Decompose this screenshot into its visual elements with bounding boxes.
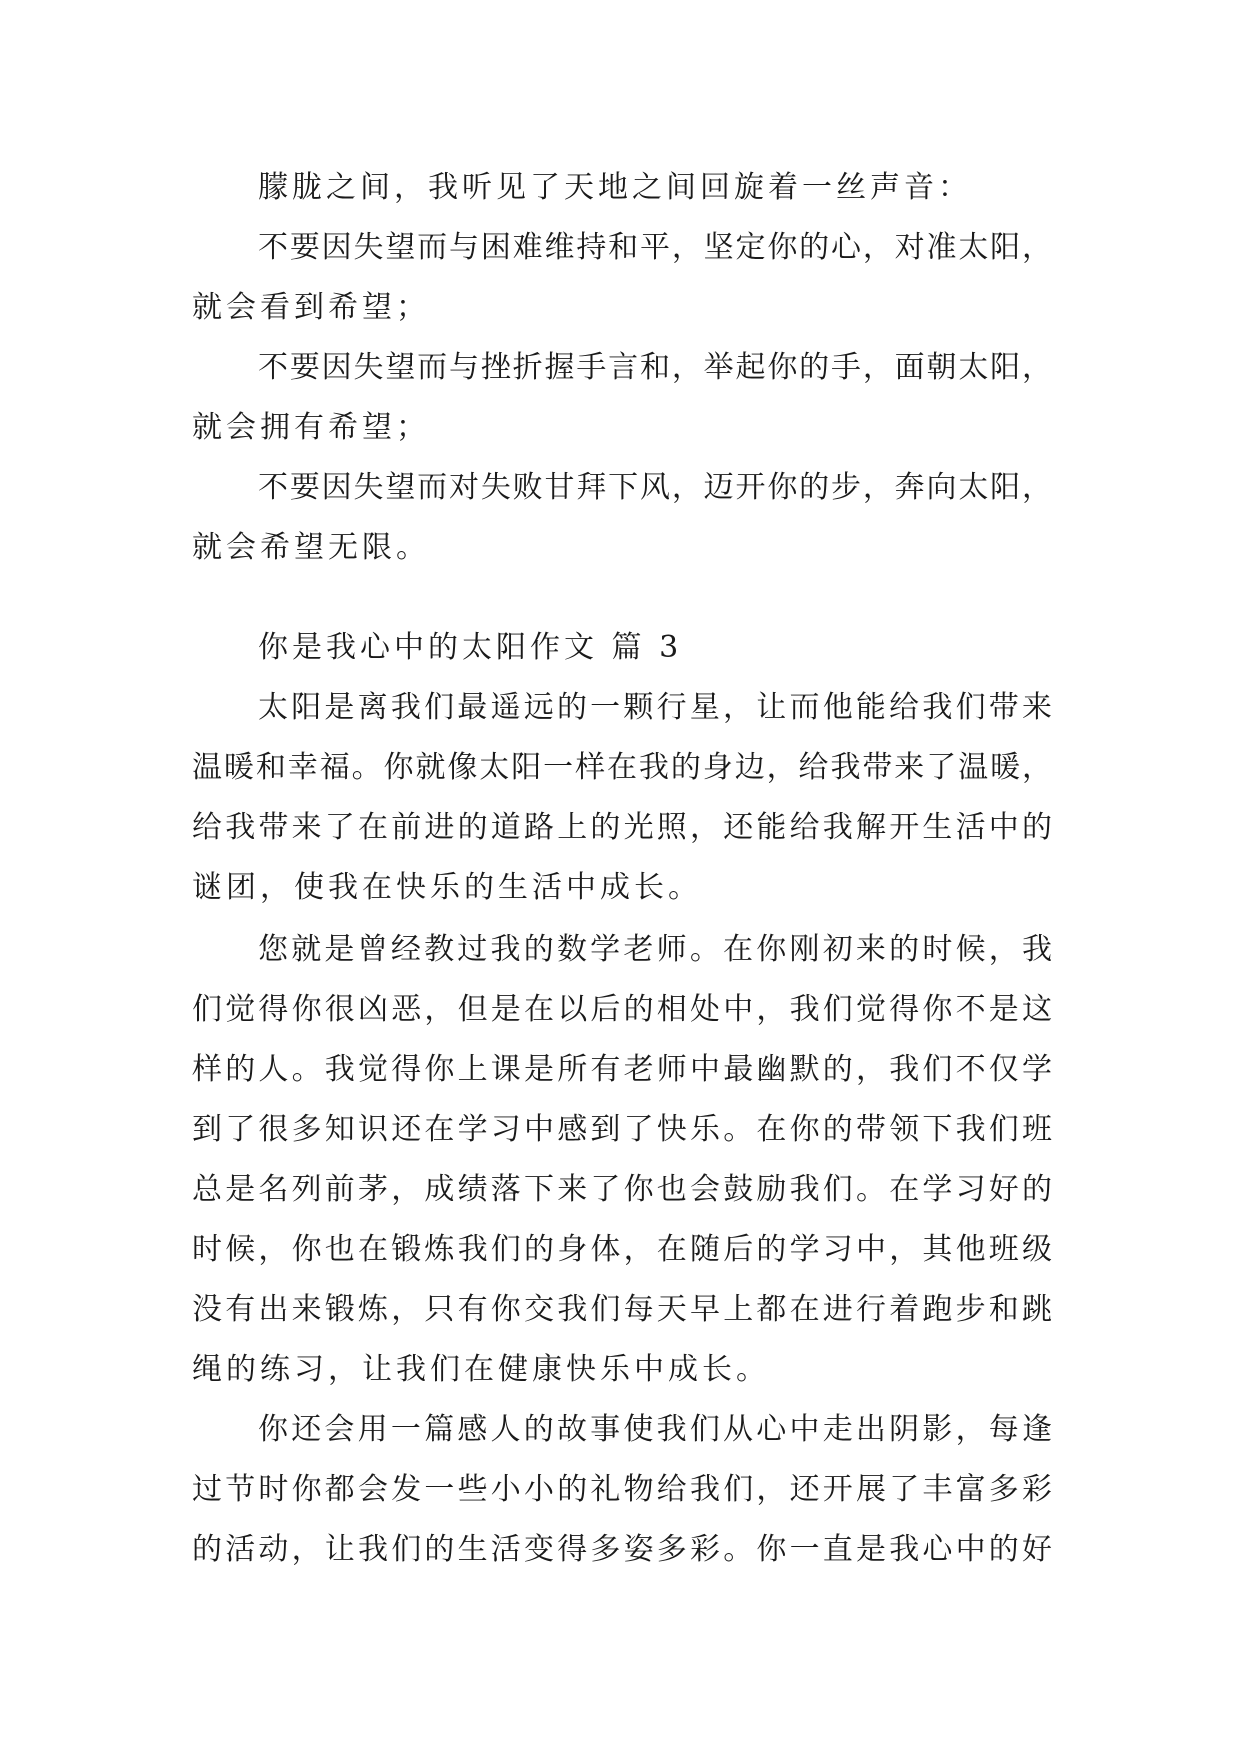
- text-line: 时候，你也在锻炼我们的身体，在随后的学习中，其他班级: [192, 1232, 1052, 1267]
- text-line: 绳的练习，让我们在健康快乐中成长。: [192, 1352, 770, 1387]
- text-line: 就会看到希望；: [192, 290, 430, 325]
- text-line: 总是名列前茅，成绩落下来了你也会鼓励我们。在学习好的: [192, 1172, 1052, 1207]
- text-line: 不要因失望而对失败甘拜下风，迈开你的步，奔向太阳，: [258, 470, 1052, 505]
- text-line: 您就是曾经教过我的数学老师。在你刚初来的时候，我: [258, 932, 1052, 967]
- text-line: 过节时你都会发一些小小的礼物给我们，还开展了丰富多彩: [192, 1472, 1052, 1507]
- text-line: 的活动，让我们的生活变得多姿多彩。你一直是我心中的好: [192, 1532, 1052, 1567]
- text-line: 温暖和幸福。你就像太阳一样在我的身边，给我带来了温暖，: [192, 750, 1052, 785]
- text-line: 给我带来了在前进的道路上的光照，还能给我解开生活中的: [192, 810, 1052, 845]
- section-heading: 你是我心中的太阳作文 篇 3: [258, 630, 683, 665]
- text-line: 不要因失望而与挫折握手言和，举起你的手，面朝太阳，: [258, 350, 1052, 385]
- text-line: 没有出来锻炼，只有你交我们每天早上都在进行着跑步和跳: [192, 1292, 1052, 1327]
- text-line: 你还会用一篇感人的故事使我们从心中走出阴影，每逢: [258, 1412, 1052, 1447]
- text-line: 们觉得你很凶恶，但是在以后的相处中，我们觉得你不是这: [192, 992, 1052, 1027]
- text-line: 样的人。我觉得你上课是所有老师中最幽默的，我们不仅学: [192, 1052, 1052, 1087]
- text-line: 就会希望无限。: [192, 530, 430, 565]
- text-line: 太阳是离我们最遥远的一颗行星，让而他能给我们带来: [258, 690, 1052, 725]
- text-line: 朦胧之间，我听见了天地之间回旋着一丝声音：: [258, 170, 972, 205]
- text-line: 不要因失望而与困难维持和平，坚定你的心，对准太阳，: [258, 230, 1052, 265]
- text-line: 谜团，使我在快乐的生活中成长。: [192, 870, 702, 905]
- text-line: 就会拥有希望；: [192, 410, 430, 445]
- text-line: 到了很多知识还在学习中感到了快乐。在你的带领下我们班: [192, 1112, 1052, 1147]
